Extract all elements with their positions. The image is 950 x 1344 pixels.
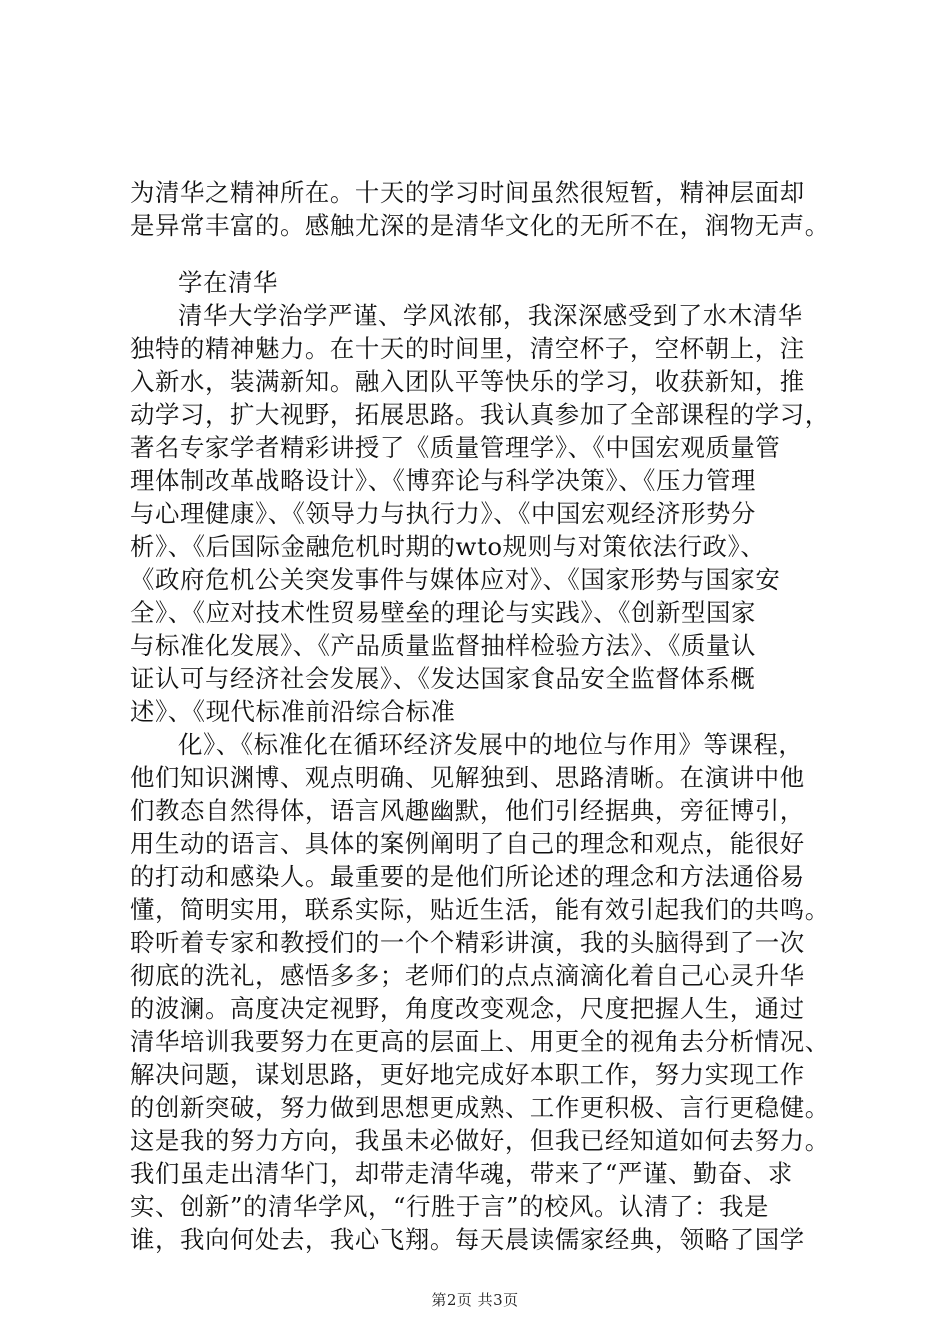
paragraph1-line-3: 入新水，装满新知。融入团队平等快乐的学习，收获新知，推	[130, 367, 805, 396]
paragraph2-line-5: 的打动和感染人。最重要的是他们所论述的理念和方法通俗易	[130, 862, 805, 891]
paragraph2-line-1: 化》、《标准化在循环经济发展中的地位与作用》等课程，	[178, 730, 804, 759]
paragraph2-line-3: 们教态自然得体，语言风趣幽默，他们引经据典，旁征博引，	[130, 796, 805, 825]
paragraph1-line-6: 理体制改革战略设计》、《博弈论与科学决策》、《压力管理	[130, 466, 756, 495]
section-heading: 学在清华	[178, 268, 278, 297]
paragraph2-line-11: 解决问题，谋划思路，更好地完成好本职工作，努力实现工作	[130, 1060, 805, 1089]
paragraph2-line-4: 用生动的语言、具体的案例阐明了自己的理念和观点，能很好	[130, 829, 805, 858]
paragraph1-line-7: 与心理健康》、《领导力与执行力》、《中国宏观经济形势分	[130, 499, 756, 528]
paragraph1-line-13: 述》、《现代标准前沿综合标准	[130, 697, 456, 726]
paragraph2-line-2: 他们知识渊博、观点明确、见解独到、思路清晰。在演讲中他	[130, 763, 805, 792]
paragraph2-line-10: 清华培训我要努力在更高的层面上、用更全的视角去分析情况、	[130, 1027, 830, 1056]
paragraph1-line-1: 清华大学治学严谨、学风浓郁，我深深感受到了水木清华	[178, 301, 803, 330]
intro-line-1: 为清华之精神所在。十天的学习时间虽然很短暂，精神层面却	[130, 178, 805, 207]
intro-line-2: 是异常丰富的。感触尤深的是清华文化的无所不在，润物无声。	[130, 211, 830, 240]
paragraph2-line-12: 的创新突破，努力做到思想更成熟、工作更积极、言行更稳健。	[130, 1093, 830, 1122]
paragraph1-line-9: 《政府危机公关突发事件与媒体应对》、《国家形势与国家安	[130, 565, 781, 594]
paragraph1-line-4: 动学习，扩大视野，拓展思路。我认真参加了全部课程的学习，	[130, 400, 830, 429]
paragraph2-line-15: 实、创新”的清华学风，“行胜于言”的校风。认清了：我是	[130, 1192, 769, 1221]
paragraph2-line-8: 彻底的洗礼，感悟多多；老师们的点点滴滴化着自己心灵升华	[130, 961, 805, 990]
paragraph2-line-14: 我们虽走出清华门，却带走清华魂，带来了“严谨、勤奋、求	[130, 1159, 793, 1188]
paragraph2-line-6: 懂，简明实用，联系实际，贴近生活，能有效引起我们的共鸣。	[130, 895, 830, 924]
paragraph1-line-11: 与标准化发展》、《产品质量监督抽样检验方法》、《质量认	[130, 631, 756, 660]
paragraph2-line-9: 的波澜。高度决定视野，角度改变观念，尺度把握人生，通过	[130, 994, 805, 1023]
paragraph2-line-7: 聆听着专家和教授们的一个个精彩讲演，我的头脑得到了一次	[130, 928, 805, 957]
paragraph1-line-8: 析》、《后国际金融危机时期的wto规则与对策依法行政》、	[130, 532, 766, 561]
paragraph2-line-13: 这是我的努力方向，我虽未必做好，但我已经知道如何去努力。	[130, 1126, 830, 1155]
paragraph1-line-5: 著名专家学者精彩讲授了《质量管理学》、《中国宏观质量管	[130, 433, 781, 462]
paragraph2-line-16: 谁，我向何处去，我心飞翔。每天晨读儒家经典，领略了国学	[130, 1225, 805, 1254]
paragraph1-line-10: 全》、《应对技术性贸易壁垒的理论与实践》、《创新型国家	[130, 598, 756, 627]
paragraph1-line-12: 证认可与经济社会发展》、《发达国家食品安全监督体系概	[130, 664, 756, 693]
page-footer: 第2页 共3页	[431, 1291, 519, 1309]
paragraph1-line-2: 独特的精神魅力。在十天的时间里，清空杯子，空杯朝上，注	[130, 334, 805, 363]
